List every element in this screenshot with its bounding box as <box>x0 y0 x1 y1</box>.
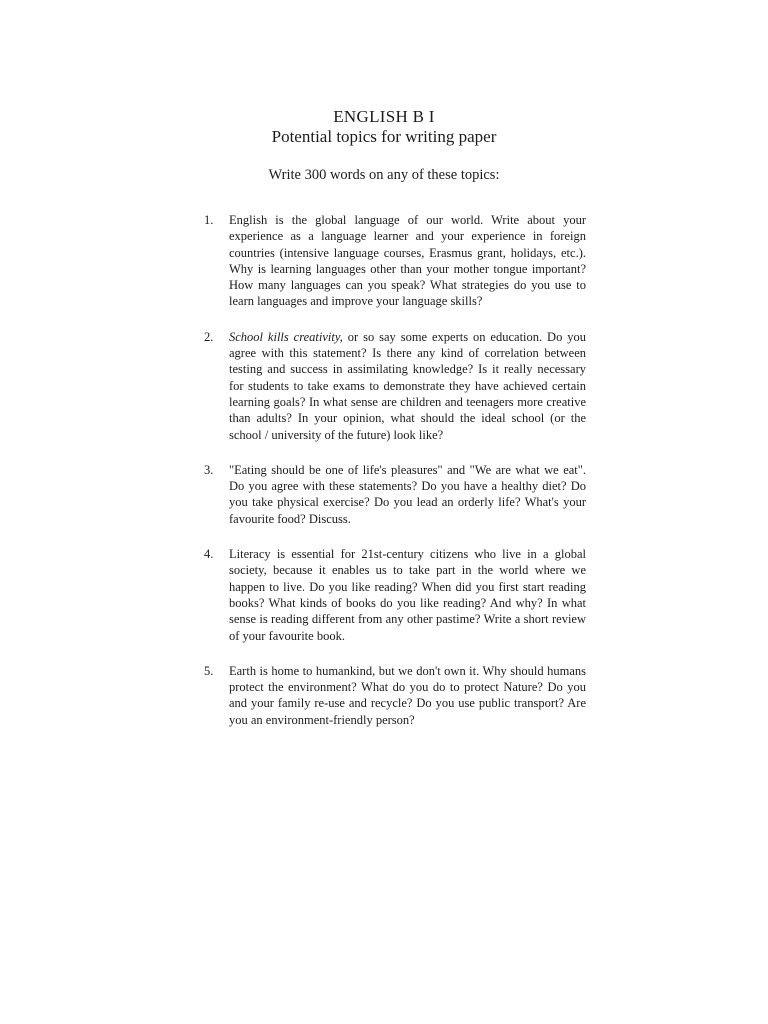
topic-item <box>204 212 586 310</box>
topic-text <box>229 329 586 443</box>
topic-item <box>204 663 586 728</box>
topic-body: "Eating should be one of life's pleasures" and "We are what we eat". Do you agree with these statements? Do you have a healthy diet? Do you take physical exercise? Do you lead an orderly life? What's your favourite food? Discuss. <box>229 462 586 526</box>
topic-number: 3. <box>204 462 214 477</box>
topic-text <box>229 663 586 728</box>
topic-number: 1. <box>204 213 214 227</box>
topic-body: English is the global language of our world. Write about your experience as a language learner and your experience in foreign countries (intensive language courses, Erasmus grant, holidays, etc.). Why is learning languages other than your mother tongue important? How many languages can you speak? What strategies do you use to learn languages and improve your language skills? <box>229 213 586 309</box>
topic-body: Literacy is essential for 21st-century citizens who live in a global society, because it enables us to take part in the world where we happen to live. Do you like reading? When did you first start reading books? What kinds of books do you like reading? And why? In what sense is reading different from any other pastime? Write a short review of your favourite book. <box>229 547 586 643</box>
topic-number: 4. <box>204 547 214 562</box>
topic-item <box>204 462 586 527</box>
writing-instruction: Write 300 words on any of these topics: <box>268 167 500 183</box>
topic-item <box>204 329 586 443</box>
topic-text <box>229 462 586 527</box>
topic-list <box>204 212 586 747</box>
topic-text <box>229 546 586 644</box>
topic-body: Earth is home to humankind, but we don't own it. Why should humans protect the environment? What do you do to protect Nature? Do you and your family re-use and recycle? Do you use public transport? Are you an environment-friendly person? <box>229 663 586 727</box>
topic-italic-lead: School kills creativity, <box>229 329 343 344</box>
document-subtitle: Potential topics for writing paper <box>271 127 497 146</box>
topic-number: 5. <box>204 663 214 678</box>
topic-body: or so say some experts on education. Do you agree with this statement? Is there any kind of correlation between testing and success in assimilating knowledge? Is it really necessary for students to take exams to demonstrate they have achieved certain learning goals? In what sense are children and teenagers more creative than adults? In your opinion, what should the ideal school (or the school / university of the future) look like? <box>229 329 586 442</box>
topic-item <box>204 546 586 644</box>
topic-text <box>229 212 586 310</box>
topic-number: 2. <box>204 329 214 344</box>
document-title: ENGLISH B I <box>333 107 435 126</box>
